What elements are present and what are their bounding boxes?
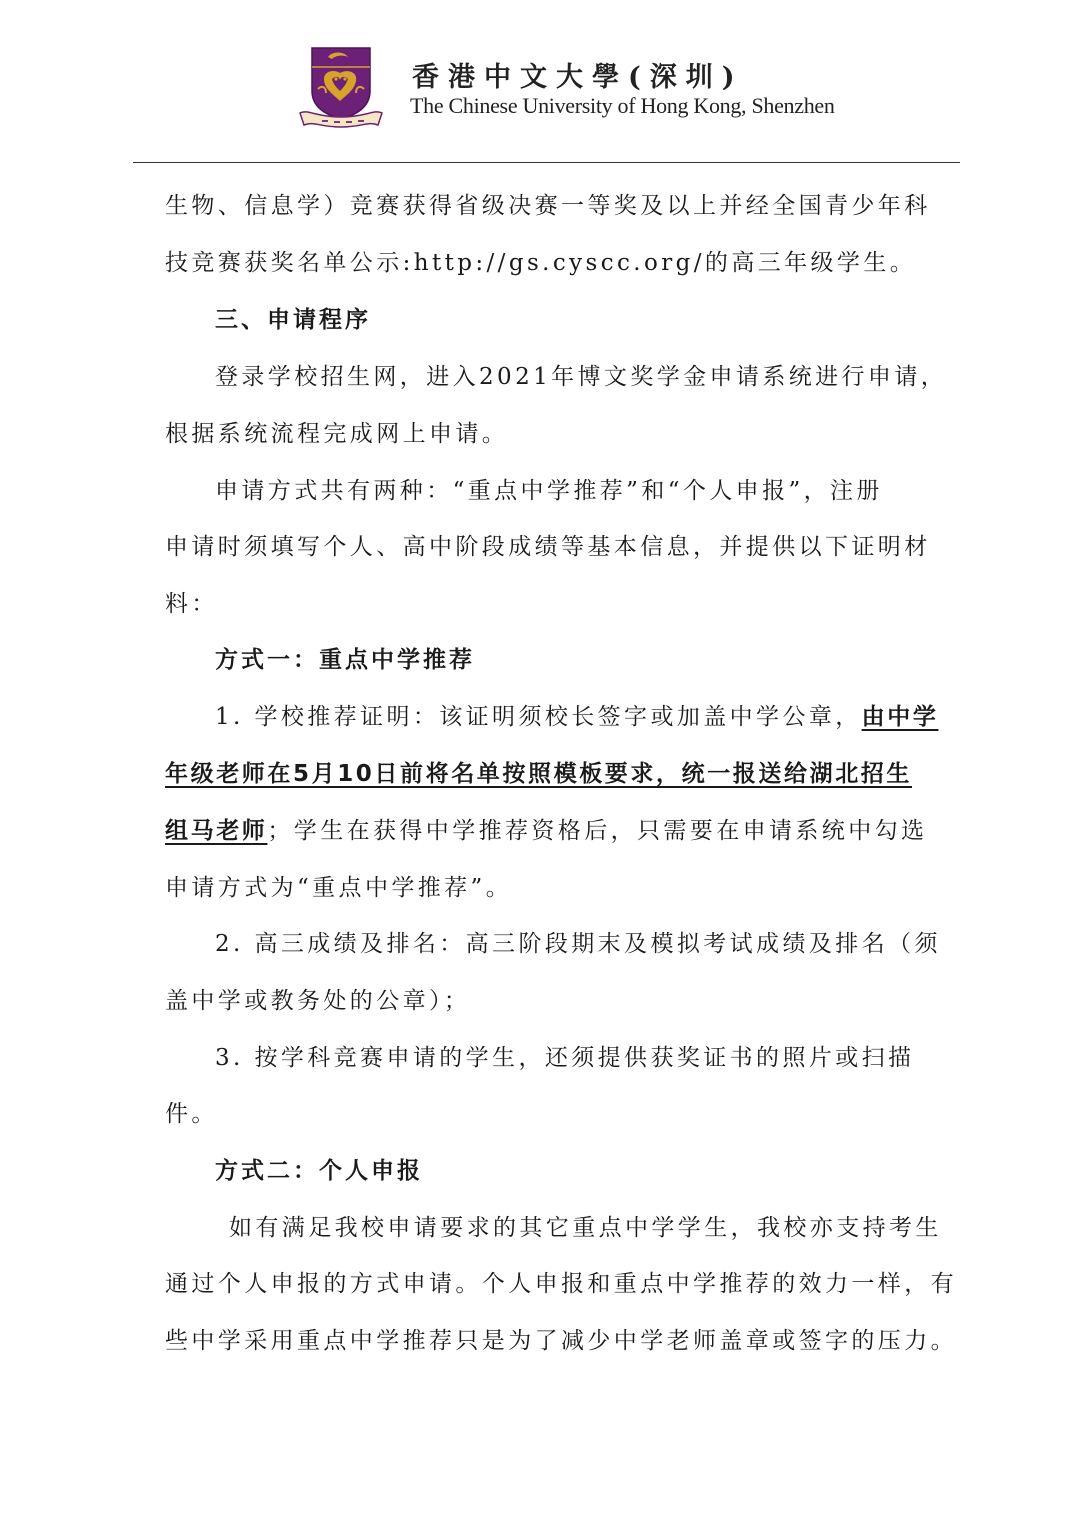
header-divider [133, 162, 960, 163]
emphasized-text: 年级老师在5月10日前将名单按照模板要求，统一报送给湖北招生 [165, 761, 913, 787]
emphasized-text: 组马老师 [165, 818, 268, 844]
list-item-continuation: 件。 [165, 1101, 218, 1127]
paragraph-line: 如有满足我校申请要求的其它重点中学学生，我校亦支持考生 [229, 1215, 942, 1241]
paragraph-line: 料： [165, 591, 218, 617]
paragraph-line: 申请时须填写个人、高中阶段成绩等基本信息，并提供以下证明材 [165, 534, 931, 560]
list-item-continuation: 盖中学或教务处的公章）； [165, 988, 471, 1014]
list-item [215, 702, 938, 732]
list-item-continuation: 申请方式为“重点中学推荐”。 [165, 875, 513, 901]
list-item: 2. 高三成绩及排名：高三阶段期末及模拟考试成绩及排名（须 [215, 931, 941, 957]
letterhead [0, 0, 1080, 165]
list-item-continuation [165, 759, 912, 789]
emphasized-text: 由中学 [861, 704, 939, 730]
university-name-chinese: 香港中文大學(深圳) [412, 62, 744, 93]
paragraph-line: 技竞赛获奖名单公示:http://gs.cyscc.org/的高三年级学生。 [165, 250, 917, 276]
list-item-text: ；学生在获得中学推荐资格后，只需要在申请系统中勾选 [267, 818, 928, 844]
paragraph-line: 些中学采用重点中学推荐只是为了减少中学老师盖章或签字的压力。 [165, 1328, 957, 1354]
paragraph-line: 生物、信息学）竞赛获得省级决赛一等奖及以上并经全国青少年科 [165, 193, 931, 219]
list-item: 3. 按学科竞赛申请的学生，还须提供获奖证书的照片或扫描 [215, 1045, 915, 1071]
paragraph-line: 登录学校招生网，进入2021年博文奖学金申请系统进行申请， [215, 364, 948, 390]
cuhk-shield-logo-icon [298, 45, 384, 129]
method-one-heading: 方式一：重点中学推荐 [215, 647, 475, 673]
method-two-heading: 方式二：个人申报 [215, 1158, 423, 1184]
university-name-english: The Chinese University of Hong Kong, Shenzhen [410, 93, 835, 118]
section-heading: 三、申请程序 [215, 307, 371, 333]
list-item-text: 1. 学校推荐证明：该证明须校长签字或加盖中学公章， [215, 704, 862, 730]
list-item-continuation [165, 816, 927, 846]
paragraph-line: 根据系统流程完成网上申请。 [165, 421, 509, 447]
paragraph-line: 通过个人申报的方式申请。个人申报和重点中学推荐的效力一样，有 [165, 1271, 957, 1297]
paragraph-line: 申请方式共有两种：“重点中学推荐”和“个人申报”，注册 [215, 478, 883, 504]
